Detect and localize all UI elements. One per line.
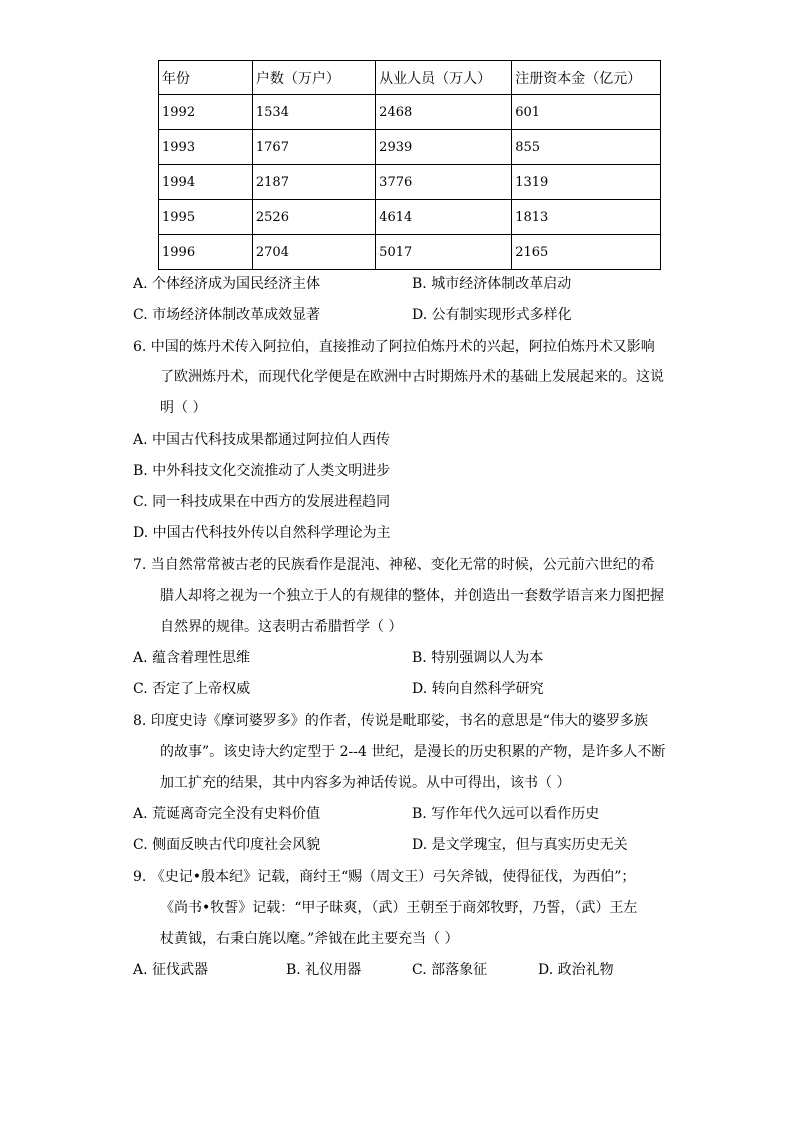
table-cell: 1996 — [159, 235, 253, 270]
table-row — [159, 95, 661, 130]
table-cell: 2526 — [252, 200, 375, 235]
table-cell: 1994 — [159, 165, 253, 200]
table-header-row — [159, 61, 661, 95]
q9-stem-line-3: 杖黄钺，右秉白旄以麾。”斧钺在此主要充当（ ） — [160, 931, 459, 947]
q8-stem-line-2: 的故事”。该史诗大约定型于 2--4 世纪，是漫长的历史积累的产物，是许多人不断 — [160, 744, 666, 760]
q7-stem-line-2: 腊人却将之视为一个独立于人的有规律的整体，并创造出一套数学语言来力图把握 — [160, 588, 664, 604]
q9-option-c: C. 部落象征 — [412, 962, 488, 978]
table-cell: 1534 — [252, 95, 375, 130]
q5-option-d: D. 公有制实现形式多样化 — [412, 307, 572, 323]
q7-option-b: B. 特别强调以人为本 — [412, 650, 544, 666]
q9-option-a: A. 征伐武器 — [133, 962, 209, 978]
q6-stem-line-3: 明（ ） — [160, 400, 207, 416]
table-cell: 2939 — [376, 130, 512, 165]
q6-option-a: A. 中国古代科技成果都通过阿拉伯人西传 — [133, 432, 391, 448]
table-cell: 2468 — [376, 95, 512, 130]
table-header-cell: 年份 — [159, 61, 253, 95]
table-cell: 5017 — [376, 235, 512, 270]
table-header-cell: 户数（万户） — [252, 61, 375, 95]
q7-option-c: C. 否定了上帝权威 — [133, 681, 251, 697]
table-header-cell: 注册资本金（亿元） — [512, 61, 661, 95]
q9-option-b: B. 礼仪用器 — [286, 962, 362, 978]
q5-option-b: B. 城市经济体制改革启动 — [412, 276, 572, 292]
table-cell: 855 — [512, 130, 661, 165]
q8-option-c: C. 侧面反映古代印度社会风貌 — [133, 837, 321, 853]
q6-option-b: B. 中外科技文化交流推动了人类文明进步 — [133, 463, 391, 479]
table-cell: 1767 — [252, 130, 375, 165]
q8-option-a: A. 荒诞离奇完全没有史料价值 — [133, 806, 321, 822]
table-cell: 1319 — [512, 165, 661, 200]
q7-stem-line-1: 7. 当自然常常被古老的民族看作是混沌、神秘、变化无常的时候，公元前六世纪的希 — [133, 557, 655, 573]
table-cell: 1995 — [159, 200, 253, 235]
q6-option-c: C. 同一科技成果在中西方的发展进程趋同 — [133, 494, 391, 510]
q5-option-c: C. 市场经济体制改革成效显著 — [133, 307, 321, 323]
table-cell: 2187 — [252, 165, 375, 200]
q8-option-b: B. 写作年代久远可以看作历史 — [412, 806, 600, 822]
q9-stem-line-2: 《尚书•牧誓》记载：“甲子昧爽，（武）王朝至于商郊牧野，乃誓，（武）王左 — [160, 900, 638, 916]
table-row — [159, 235, 661, 270]
table-cell: 2704 — [252, 235, 375, 270]
q6-stem-line-1: 6. 中国的炼丹术传入阿拉伯，直接推动了阿拉伯炼丹术的兴起，阿拉伯炼丹术又影响 — [133, 339, 655, 355]
q9-option-d: D. 政治礼物 — [538, 962, 614, 978]
q7-option-d: D. 转向自然科学研究 — [412, 681, 544, 697]
table-cell: 1993 — [159, 130, 253, 165]
q8-option-d: D. 是文学瑰宝，但与真实历史无关 — [412, 837, 628, 853]
q7-stem-line-3: 自然界的规律。这表明古希腊哲学（ ） — [160, 619, 403, 635]
table-header-cell: 从业人员（万人） — [376, 61, 512, 95]
table-row — [159, 130, 661, 165]
q6-stem-line-2: 了欧洲炼丹术，而现代化学便是在欧洲中古时期炼丹术的基础上发展起来的。这说 — [160, 369, 664, 385]
table-cell: 601 — [512, 95, 661, 130]
q8-stem-line-1: 8. 印度史诗《摩诃婆罗多》的作者，传说是毗耶娑，书名的意思是“伟大的婆罗多族 — [133, 713, 648, 729]
table-cell: 3776 — [376, 165, 512, 200]
table-row — [159, 200, 661, 235]
table-cell: 1813 — [512, 200, 661, 235]
q8-stem-line-3: 加工扩充的结果，其中内容多为神话传说。从中可得出，该书（ ） — [160, 775, 571, 791]
table-cell: 2165 — [512, 235, 661, 270]
q9-stem-line-1: 9. 《史记•殷本纪》记载，商纣王“赐（周文王）弓矢斧钺，使得征伐，为西伯”； — [133, 869, 636, 885]
q5-option-a: A. 个体经济成为国民经济主体 — [133, 276, 321, 292]
table-cell: 4614 — [376, 200, 512, 235]
q7-option-a: A. 蕴含着理性思维 — [133, 650, 251, 666]
q6-option-d: D. 中国古代科技外传以自然科学理论为主 — [133, 525, 391, 541]
data-table — [158, 60, 661, 270]
table-row — [159, 165, 661, 200]
table-cell: 1992 — [159, 95, 253, 130]
